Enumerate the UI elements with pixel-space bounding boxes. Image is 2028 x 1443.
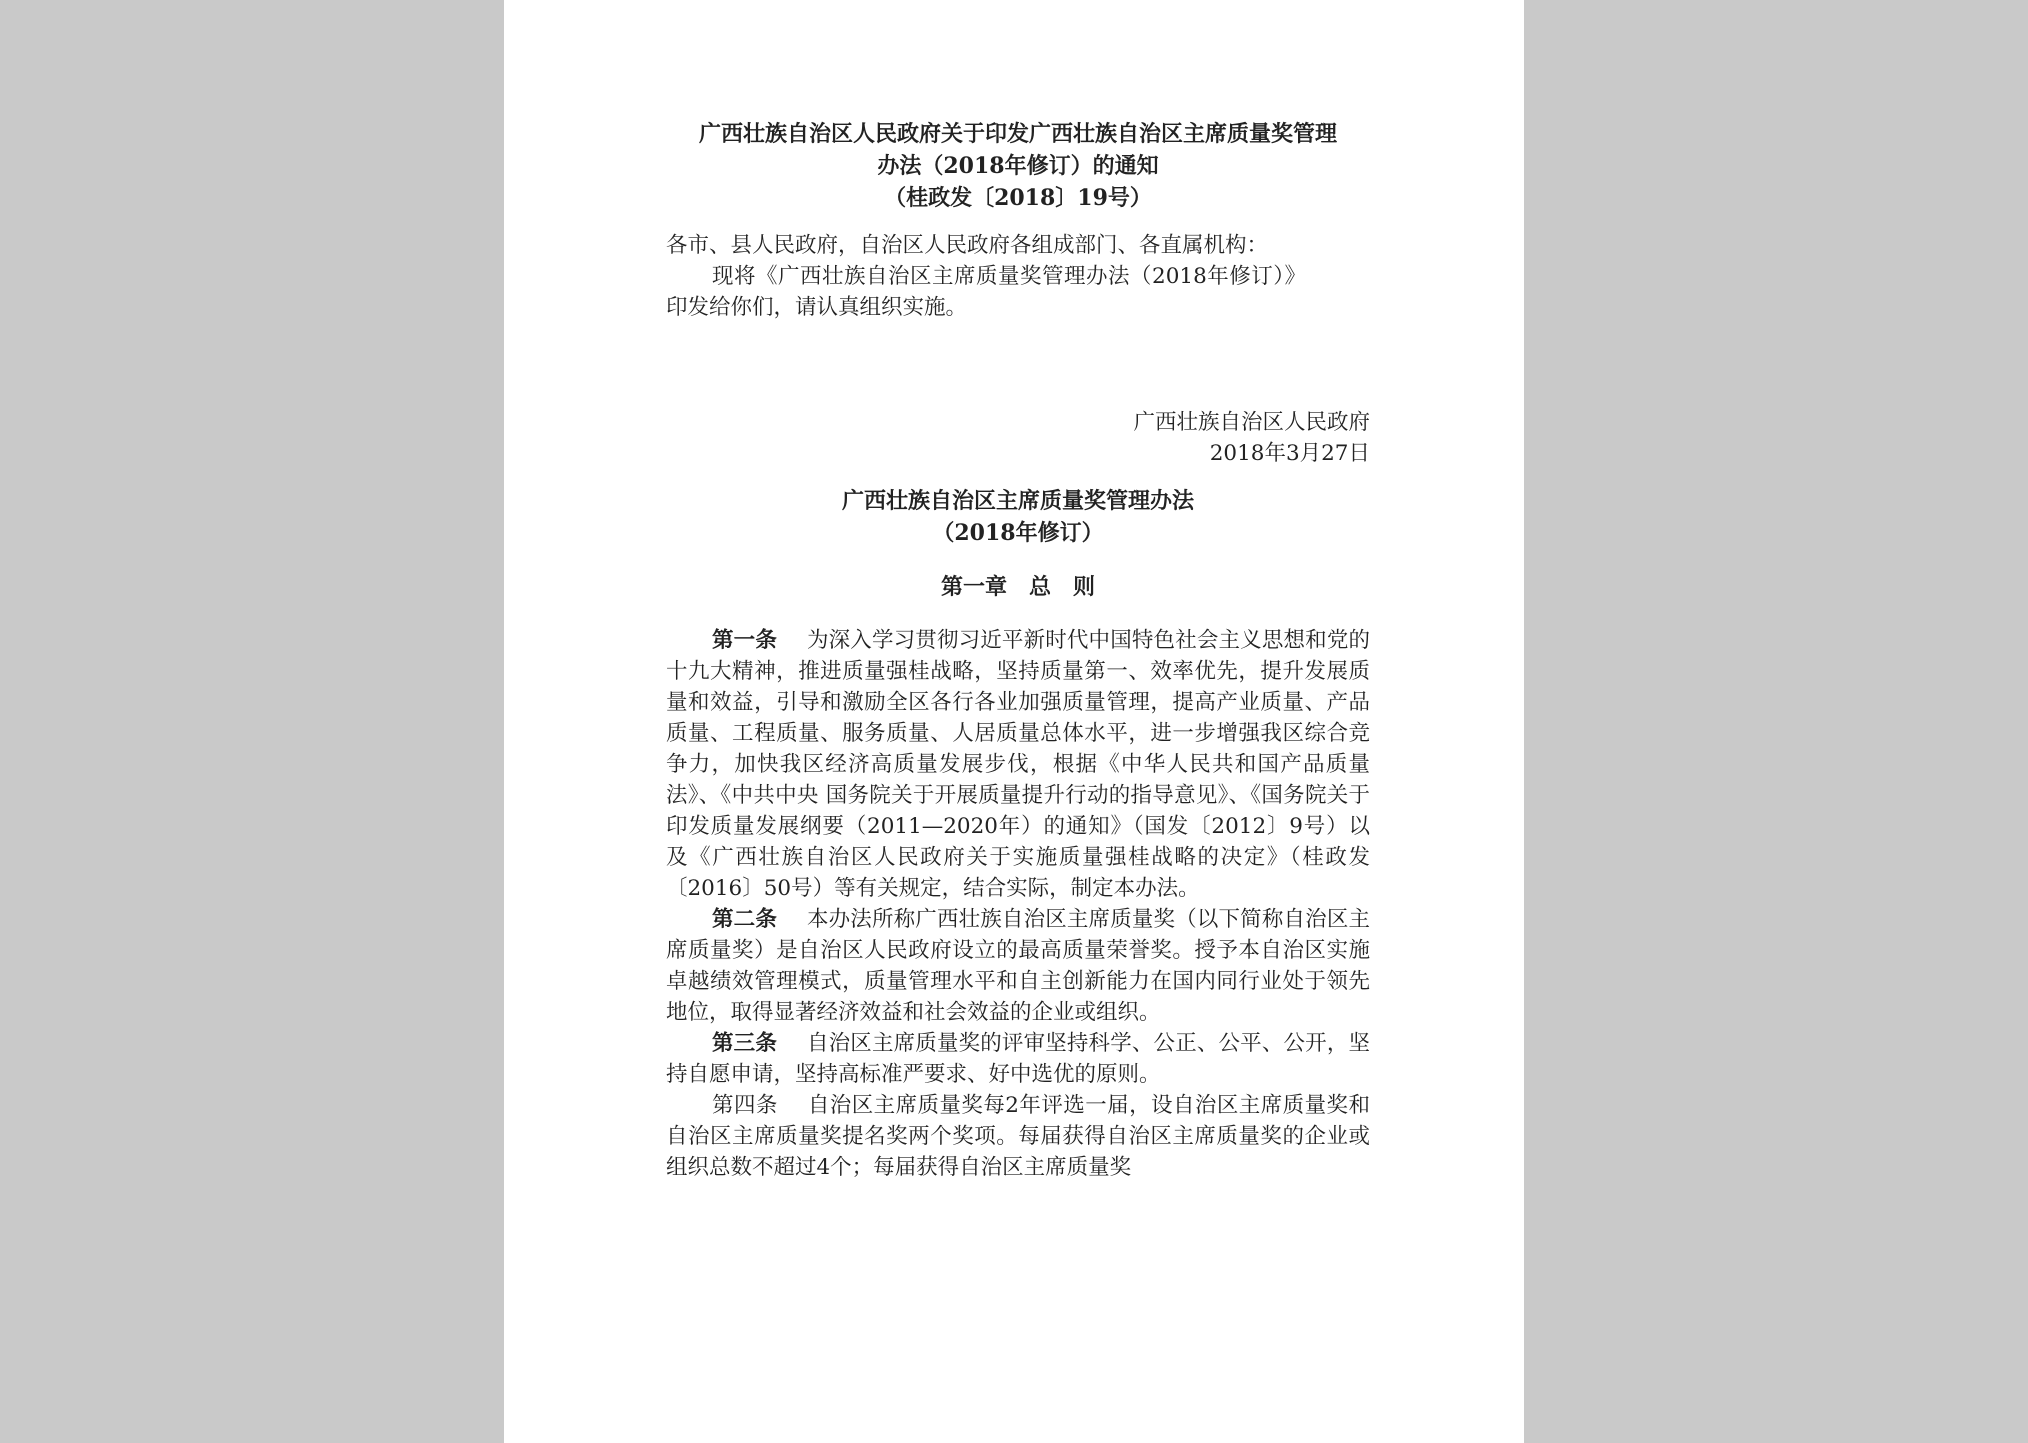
article-label: 第三条 <box>712 1031 777 1056</box>
article-4 <box>666 1090 1370 1183</box>
article-3 <box>666 1028 1370 1090</box>
notice-signature-org: 广西壮族自治区人民政府 <box>1133 410 1370 435</box>
article-text: 本办法所称广西壮族自治区主席质量奖（以下简称自治区主席质量奖）是自治区人民政府设立的最高质量荣誉奖。授予本自治区实施卓越绩效管理模式，质量管理水平和自主创新能力在国内同行业处于领先地位，取得显著经济效益和社会效益的企业或组织。 <box>666 907 1370 1025</box>
notice-doc-number: （桂政发〔2018〕19号） <box>884 185 1152 211</box>
notice-signature-date: 2018年3月27日 <box>1209 441 1370 466</box>
document-page <box>504 0 1524 1443</box>
article-label: 第二条 <box>712 907 777 932</box>
article-1 <box>666 625 1370 904</box>
notice-title-line1: 广西壮族自治区人民政府关于印发广西壮族自治区主席质量奖管理 <box>698 121 1337 147</box>
page-content <box>666 118 1370 1183</box>
notice-title-line2: 办法（2018年修订）的通知 <box>877 153 1159 179</box>
article-2 <box>666 904 1370 1028</box>
notice-addressee: 各市、县人民政府，自治区人民政府各组成部门、各直属机构： <box>666 233 1269 258</box>
measures-title: 广西壮族自治区主席质量奖管理办法 <box>841 488 1194 514</box>
article-label: 第一条 <box>712 628 777 653</box>
chapter-heading: 第一章 总 则 <box>940 574 1095 600</box>
article-text: 自治区主席质量奖每2年评选一届，设自治区主席质量奖和自治区主席质量奖提名奖两个奖项。每届获得自治区主席质量奖的企业或组织总数不超过4个；每届获得自治区主席质量奖 <box>666 1093 1370 1180</box>
notice-body: 现将《广西壮族自治区主席质量奖管理办法（2018年修订）》印发给你们，请认真组织实施。 <box>666 264 1306 320</box>
article-label: 第四条 <box>712 1093 778 1118</box>
article-text: 自治区主席质量奖的评审坚持科学、公正、公平、公开，坚持自愿申请，坚持高标准严要求、好中选优的原则。 <box>666 1031 1370 1087</box>
article-text: 为深入学习贯彻习近平新时代中国特色社会主义思想和党的十九大精神，推进质量强桂战略，坚持质量第一、效率优先，提升发展质量和效益，引导和激励全区各行各业加强质量管理，提高产业质量、产品质量、工程质量、服务质量、人居质量总体水平，进一步增强我区综合竞争力，加快我区经济高质量发展步伐，根据《中华人民共和国产品质量法》、《中共中央 国务院关于开展质量提升行动的指导意见》、《国务院关于印发质量发展纲要（2011—2020年）的通知》（国发〔2012〕9号）以及《广西壮族自治区人民政府关于实施质量强桂战略的决定》（桂政发〔2016〕50号）等有关规定，结合实际，制定本办法。 <box>666 628 1370 901</box>
measures-subtitle: （2018年修订） <box>932 520 1104 546</box>
